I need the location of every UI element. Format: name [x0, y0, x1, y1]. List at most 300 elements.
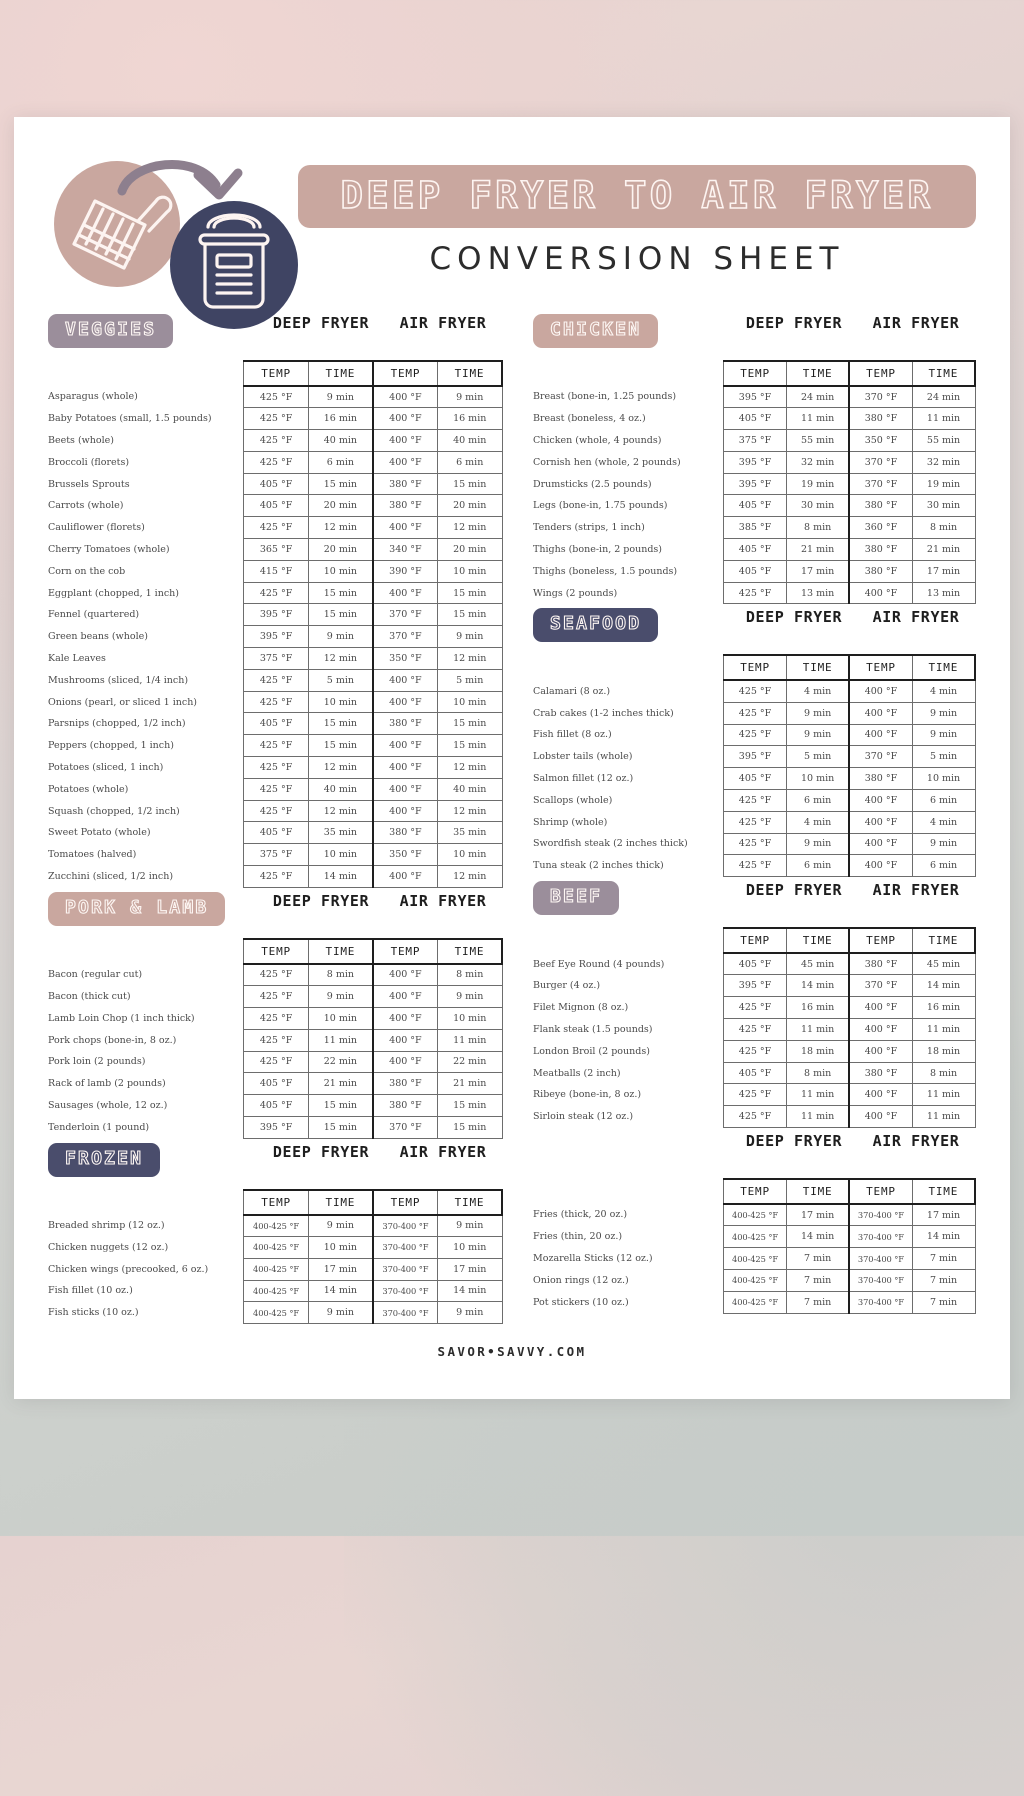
- table-row: [533, 582, 975, 604]
- cell-deep-fryer-temp: 375 °F: [244, 844, 309, 866]
- table-row: [533, 855, 975, 877]
- row-item-label: Cauliflower (florets): [48, 522, 145, 534]
- row-item-label: Breaded shrimp (12 oz.): [48, 1220, 165, 1232]
- cell-deep-fryer-time: 12 min: [308, 757, 373, 779]
- table-row: [48, 1258, 502, 1280]
- cell-deep-fryer-time: 22 min: [308, 1051, 373, 1073]
- cell-air-fryer-time: 35 min: [437, 822, 502, 844]
- section-header-seafood: [533, 608, 976, 654]
- cell-air-fryer-temp: 350 °F: [373, 648, 438, 670]
- cell-deep-fryer-temp: 425 °F: [724, 1019, 787, 1041]
- cell-deep-fryer-time: 9 min: [786, 833, 849, 855]
- cell-air-fryer-temp: 370-400 °F: [373, 1302, 438, 1324]
- cell-air-fryer-time: 11 min: [912, 1106, 975, 1128]
- table-veggies: [48, 360, 503, 888]
- table-row: [533, 1062, 975, 1084]
- air-fryer-icon: [200, 215, 268, 307]
- table-row: [48, 1095, 502, 1117]
- table-row: [533, 1269, 975, 1291]
- cell-deep-fryer-time: 30 min: [786, 495, 849, 517]
- cell-deep-fryer-time: 5 min: [308, 669, 373, 691]
- table-frozen: [48, 1189, 503, 1324]
- cell-air-fryer-temp: 370-400 °F: [849, 1248, 912, 1270]
- cell-deep-fryer-time: 6 min: [308, 451, 373, 473]
- section-header-chicken: [533, 314, 976, 360]
- table-row: [48, 539, 502, 561]
- table-row: [48, 451, 502, 473]
- row-item-label: Crab cakes (1-2 inches thick): [533, 707, 674, 719]
- row-item-label: Fish fillet (8 oz.): [533, 729, 612, 741]
- cell-air-fryer-time: 21 min: [437, 1073, 502, 1095]
- cell-air-fryer-time: 15 min: [437, 473, 502, 495]
- cell-air-fryer-time: 12 min: [437, 648, 502, 670]
- row-item-label: Fish sticks (10 oz.): [48, 1307, 139, 1319]
- cell-air-fryer-time: 24 min: [912, 386, 975, 408]
- cell-air-fryer-time: 13 min: [912, 582, 975, 604]
- row-item-label: Baby Potatoes (small, 1.5 pounds): [48, 413, 212, 425]
- cell-deep-fryer-time: 14 min: [308, 866, 373, 888]
- row-item-label: Fries (thin, 20 oz.): [533, 1231, 623, 1243]
- cell-deep-fryer-temp: 400-425 °F: [724, 1226, 787, 1248]
- cell-deep-fryer-time: 8 min: [786, 517, 849, 539]
- left-column: [48, 314, 503, 1328]
- cell-deep-fryer-temp: 425 °F: [244, 866, 309, 888]
- section-beef: [533, 881, 976, 1128]
- header-af-temp: TEMP: [849, 1179, 912, 1204]
- table-row: [48, 669, 502, 691]
- cell-air-fryer-temp: 400 °F: [849, 997, 912, 1019]
- group-label-air-fryer: AIR FRYER: [872, 314, 960, 332]
- cell-air-fryer-time: 8 min: [437, 964, 502, 986]
- cell-air-fryer-time: 40 min: [437, 430, 502, 452]
- header-df-temp: TEMP: [724, 361, 787, 386]
- header-df-time: TIME: [786, 928, 849, 953]
- cell-deep-fryer-time: 11 min: [786, 1084, 849, 1106]
- header-df-temp: TEMP: [244, 939, 309, 964]
- row-item-label: Corn on the cob: [48, 565, 126, 577]
- cell-air-fryer-temp: 370-400 °F: [373, 1280, 438, 1302]
- table-row: [48, 1215, 502, 1237]
- cell-air-fryer-time: 10 min: [437, 691, 502, 713]
- cell-air-fryer-temp: 380 °F: [373, 1073, 438, 1095]
- cell-air-fryer-temp: 400 °F: [373, 430, 438, 452]
- header-df-time: TIME: [786, 361, 849, 386]
- cell-air-fryer-temp: 400 °F: [373, 964, 438, 986]
- header-af-temp: TEMP: [373, 939, 438, 964]
- cell-deep-fryer-temp: 425 °F: [244, 800, 309, 822]
- header-df-time: TIME: [786, 655, 849, 680]
- row-item-label: Fries (thick, 20 oz.): [533, 1209, 628, 1221]
- group-label-deep-fryer: DEEP FRYER: [272, 891, 370, 910]
- cell-deep-fryer-time: 32 min: [786, 451, 849, 473]
- cell-air-fryer-temp: 400 °F: [849, 1106, 912, 1128]
- row-item-label: Cornish hen (whole, 2 pounds): [533, 456, 681, 468]
- header-af-time: TIME: [437, 1190, 502, 1215]
- table-row: [48, 582, 502, 604]
- cell-deep-fryer-temp: 395 °F: [244, 1116, 309, 1138]
- row-item-label: Beef Eye Round (4 pounds): [533, 958, 665, 970]
- row-item-label: Wings (2 pounds): [533, 587, 618, 599]
- cell-air-fryer-time: 10 min: [912, 768, 975, 790]
- cell-deep-fryer-temp: 395 °F: [244, 626, 309, 648]
- cell-deep-fryer-time: 9 min: [308, 386, 373, 408]
- cell-deep-fryer-temp: 425 °F: [244, 1029, 309, 1051]
- group-label-air-fryer: AIR FRYER: [872, 881, 960, 900]
- section-header-frozen-continued: [533, 1132, 976, 1178]
- table-row: [533, 1040, 975, 1062]
- row-item-label: Pot stickers (10 oz.): [533, 1296, 629, 1308]
- column-group-labels: [736, 608, 976, 626]
- row-item-label: Tomatoes (halved): [48, 849, 137, 861]
- cell-deep-fryer-time: 11 min: [786, 1019, 849, 1041]
- cell-deep-fryer-time: 16 min: [308, 408, 373, 430]
- row-item-label: Onion rings (12 oz.): [533, 1274, 629, 1286]
- cell-deep-fryer-temp: 425 °F: [244, 986, 309, 1008]
- group-label-deep-fryer: DEEP FRYER: [745, 314, 843, 332]
- cell-deep-fryer-temp: 405 °F: [244, 495, 309, 517]
- row-item-label: Carrots (whole): [48, 500, 124, 512]
- cell-deep-fryer-time: 9 min: [308, 1302, 373, 1324]
- cell-air-fryer-temp: 370-400 °F: [373, 1237, 438, 1259]
- cell-deep-fryer-time: 45 min: [786, 953, 849, 975]
- cell-deep-fryer-temp: 405 °F: [724, 560, 787, 582]
- cell-deep-fryer-temp: 425 °F: [724, 855, 787, 877]
- section-header-frozen: [48, 1143, 503, 1189]
- row-item-label: Green beans (whole): [48, 631, 148, 643]
- header-spacer: [533, 1179, 724, 1204]
- table-frozen-continued: [533, 1178, 976, 1313]
- section-frozen: [48, 1143, 503, 1324]
- cell-deep-fryer-temp: 385 °F: [724, 517, 787, 539]
- cell-deep-fryer-temp: 400-425 °F: [244, 1280, 309, 1302]
- table-row: [48, 495, 502, 517]
- section-badge-pork-lamb: PORK & LAMB: [48, 892, 225, 926]
- table-row: [48, 1116, 502, 1138]
- cell-air-fryer-temp: 380 °F: [849, 953, 912, 975]
- row-item-label: Lamb Loin Chop (1 inch thick): [48, 1012, 195, 1024]
- row-item-label: Kale Leaves: [48, 652, 106, 664]
- cell-air-fryer-temp: 400 °F: [373, 451, 438, 473]
- cell-deep-fryer-temp: 425 °F: [724, 833, 787, 855]
- cell-air-fryer-time: 7 min: [912, 1269, 975, 1291]
- footer-site: SAVOR•SAVVY.COM: [437, 1344, 587, 1360]
- cell-air-fryer-temp: 400 °F: [849, 1084, 912, 1106]
- column-group-labels: [736, 881, 976, 899]
- table-row: [48, 757, 502, 779]
- right-column: [533, 314, 976, 1328]
- header-spacer: [48, 361, 244, 386]
- cell-air-fryer-temp: 380 °F: [849, 408, 912, 430]
- table-header-row: [533, 655, 975, 680]
- cell-deep-fryer-time: 19 min: [786, 473, 849, 495]
- cell-deep-fryer-temp: 395 °F: [724, 746, 787, 768]
- cell-deep-fryer-temp: 425 °F: [244, 757, 309, 779]
- cell-air-fryer-temp: 350 °F: [849, 430, 912, 452]
- section-chicken: [533, 314, 976, 604]
- table-row: [533, 702, 975, 724]
- row-item-label: Legs (bone-in, 1.75 pounds): [533, 500, 668, 512]
- table-row: [533, 430, 975, 452]
- cell-deep-fryer-time: 14 min: [786, 975, 849, 997]
- cell-air-fryer-temp: 400 °F: [373, 735, 438, 757]
- column-group-labels: [736, 1132, 976, 1150]
- cell-deep-fryer-temp: 405 °F: [724, 495, 787, 517]
- table-row: [48, 517, 502, 539]
- row-item-label: Tenders (strips, 1 inch): [533, 522, 645, 534]
- cell-deep-fryer-time: 13 min: [786, 582, 849, 604]
- table-row: [48, 1073, 502, 1095]
- cell-air-fryer-time: 45 min: [912, 953, 975, 975]
- section-header-veggies: [48, 314, 503, 360]
- cell-air-fryer-time: 9 min: [437, 386, 502, 408]
- group-label-deep-fryer: DEEP FRYER: [745, 881, 843, 900]
- row-item-label: Zucchini (sliced, 1/2 inch): [48, 870, 174, 882]
- header-af-time: TIME: [912, 361, 975, 386]
- cell-deep-fryer-temp: 405 °F: [244, 1095, 309, 1117]
- cell-deep-fryer-temp: 425 °F: [724, 789, 787, 811]
- table-row: [533, 473, 975, 495]
- cell-deep-fryer-time: 40 min: [308, 778, 373, 800]
- cell-deep-fryer-temp: 395 °F: [724, 451, 787, 473]
- cell-deep-fryer-time: 17 min: [308, 1258, 373, 1280]
- cell-deep-fryer-temp: 425 °F: [244, 451, 309, 473]
- cell-deep-fryer-temp: 400-425 °F: [244, 1237, 309, 1259]
- cell-air-fryer-time: 9 min: [437, 986, 502, 1008]
- cell-air-fryer-time: 5 min: [437, 669, 502, 691]
- cell-deep-fryer-time: 6 min: [786, 855, 849, 877]
- cell-deep-fryer-time: 15 min: [308, 473, 373, 495]
- cell-air-fryer-time: 11 min: [912, 1084, 975, 1106]
- row-item-label: Parsnips (chopped, 1/2 inch): [48, 718, 186, 730]
- table-row: [533, 997, 975, 1019]
- cell-deep-fryer-temp: 405 °F: [244, 822, 309, 844]
- cell-air-fryer-time: 9 min: [912, 724, 975, 746]
- logo: [48, 139, 298, 314]
- table-row: [533, 560, 975, 582]
- cell-air-fryer-time: 11 min: [912, 408, 975, 430]
- cell-air-fryer-time: 30 min: [912, 495, 975, 517]
- row-item-label: Potatoes (whole): [48, 783, 129, 795]
- cell-air-fryer-temp: 400 °F: [373, 1051, 438, 1073]
- cell-deep-fryer-time: 7 min: [786, 1291, 849, 1313]
- header-df-temp: TEMP: [244, 361, 309, 386]
- table-row: [533, 680, 975, 702]
- cell-deep-fryer-temp: 375 °F: [244, 648, 309, 670]
- row-item-label: Eggplant (chopped, 1 inch): [48, 587, 179, 599]
- group-label-deep-fryer: DEEP FRYER: [745, 1132, 843, 1151]
- row-item-label: Lobster tails (whole): [533, 751, 633, 763]
- sections-grid: [48, 314, 976, 1328]
- cell-deep-fryer-time: 9 min: [786, 702, 849, 724]
- header-df-time: TIME: [308, 1190, 373, 1215]
- header-df-temp: TEMP: [724, 655, 787, 680]
- cell-air-fryer-temp: 370 °F: [849, 975, 912, 997]
- cell-deep-fryer-time: 4 min: [786, 811, 849, 833]
- cell-deep-fryer-time: 40 min: [308, 430, 373, 452]
- header-df-time: TIME: [308, 939, 373, 964]
- cell-deep-fryer-temp: 400-425 °F: [244, 1302, 309, 1324]
- section-veggies: [48, 314, 503, 888]
- cell-deep-fryer-time: 16 min: [786, 997, 849, 1019]
- row-item-label: Asparagus (whole): [48, 391, 138, 403]
- cell-deep-fryer-temp: 425 °F: [724, 582, 787, 604]
- table-row: [48, 986, 502, 1008]
- cell-air-fryer-temp: 370-400 °F: [373, 1215, 438, 1237]
- cell-air-fryer-time: 12 min: [437, 517, 502, 539]
- cell-air-fryer-temp: 400 °F: [849, 724, 912, 746]
- cell-air-fryer-time: 18 min: [912, 1040, 975, 1062]
- row-item-label: Brussels Sprouts: [48, 478, 130, 490]
- table-row: [533, 1226, 975, 1248]
- table-row: [48, 1302, 502, 1324]
- cell-air-fryer-temp: 400 °F: [373, 1029, 438, 1051]
- table-row: [533, 833, 975, 855]
- cell-air-fryer-temp: 370-400 °F: [849, 1291, 912, 1313]
- cell-deep-fryer-temp: 425 °F: [724, 997, 787, 1019]
- cell-air-fryer-time: 55 min: [912, 430, 975, 452]
- table-header-row: [533, 1179, 975, 1204]
- row-item-label: Sirloin steak (12 oz.): [533, 1111, 634, 1123]
- title-bar: [298, 165, 976, 228]
- cell-deep-fryer-time: 10 min: [308, 1237, 373, 1259]
- row-item-label: Pork loin (2 pounds): [48, 1056, 146, 1068]
- cell-air-fryer-time: 14 min: [912, 975, 975, 997]
- header-af-time: TIME: [912, 655, 975, 680]
- cell-air-fryer-temp: 400 °F: [373, 691, 438, 713]
- cell-air-fryer-time: 10 min: [437, 844, 502, 866]
- cell-air-fryer-temp: 400 °F: [373, 517, 438, 539]
- cell-deep-fryer-time: 11 min: [786, 1106, 849, 1128]
- row-item-label: Potatoes (sliced, 1 inch): [48, 761, 164, 773]
- cell-deep-fryer-temp: 365 °F: [244, 539, 309, 561]
- row-item-label: Scallops (whole): [533, 794, 613, 806]
- cell-air-fryer-temp: 400 °F: [373, 669, 438, 691]
- cell-deep-fryer-time: 15 min: [308, 1095, 373, 1117]
- group-label-deep-fryer: DEEP FRYER: [745, 608, 843, 627]
- row-item-label: Bacon (thick cut): [48, 991, 131, 1003]
- cell-air-fryer-temp: 400 °F: [849, 789, 912, 811]
- cell-deep-fryer-temp: 425 °F: [244, 735, 309, 757]
- cell-air-fryer-temp: 380 °F: [373, 495, 438, 517]
- cell-deep-fryer-time: 10 min: [308, 691, 373, 713]
- fryer-basket-icon: [74, 197, 171, 268]
- row-item-label: Thighs (bone-in, 2 pounds): [533, 543, 663, 555]
- cell-deep-fryer-time: 9 min: [308, 626, 373, 648]
- table-row: [48, 844, 502, 866]
- cell-deep-fryer-time: 10 min: [308, 560, 373, 582]
- cell-deep-fryer-time: 15 min: [308, 713, 373, 735]
- cell-air-fryer-time: 9 min: [437, 626, 502, 648]
- cell-air-fryer-temp: 370 °F: [373, 1116, 438, 1138]
- cell-deep-fryer-temp: 425 °F: [244, 582, 309, 604]
- cell-air-fryer-temp: 400 °F: [373, 757, 438, 779]
- column-group-labels: [736, 314, 976, 332]
- table-row: [533, 1291, 975, 1313]
- cell-air-fryer-time: 15 min: [437, 582, 502, 604]
- cell-air-fryer-time: 15 min: [437, 604, 502, 626]
- cell-air-fryer-time: 8 min: [912, 1062, 975, 1084]
- cell-deep-fryer-temp: 405 °F: [724, 768, 787, 790]
- cell-air-fryer-time: 5 min: [912, 746, 975, 768]
- row-item-label: Broccoli (florets): [48, 456, 130, 468]
- cell-air-fryer-temp: 400 °F: [373, 386, 438, 408]
- cell-air-fryer-temp: 370 °F: [373, 626, 438, 648]
- cell-air-fryer-time: 15 min: [437, 713, 502, 735]
- table-row: [533, 724, 975, 746]
- section-badge-veggies: VEGGIES: [48, 314, 173, 348]
- section-seafood: [533, 608, 976, 877]
- cell-air-fryer-temp: 400 °F: [373, 1007, 438, 1029]
- row-item-label: Chicken nuggets (12 oz.): [48, 1241, 169, 1253]
- cell-air-fryer-time: 15 min: [437, 1116, 502, 1138]
- cell-air-fryer-temp: 400 °F: [373, 582, 438, 604]
- cell-air-fryer-time: 32 min: [912, 451, 975, 473]
- cell-deep-fryer-temp: 395 °F: [724, 386, 787, 408]
- cell-air-fryer-temp: 400 °F: [849, 680, 912, 702]
- cell-deep-fryer-temp: 425 °F: [244, 1051, 309, 1073]
- cell-deep-fryer-time: 4 min: [786, 680, 849, 702]
- table-beef: [533, 927, 976, 1128]
- table-row: [48, 800, 502, 822]
- cell-air-fryer-time: 15 min: [437, 1095, 502, 1117]
- cell-deep-fryer-time: 55 min: [786, 430, 849, 452]
- cell-air-fryer-temp: 400 °F: [373, 800, 438, 822]
- row-item-label: Calamari (8 oz.): [533, 685, 611, 697]
- row-item-label: Filet Mignon (8 oz.): [533, 1002, 629, 1014]
- section-pork-lamb: [48, 892, 503, 1139]
- table-row: [533, 789, 975, 811]
- table-row: [533, 811, 975, 833]
- cell-deep-fryer-temp: 400-425 °F: [244, 1258, 309, 1280]
- cell-deep-fryer-temp: 400-425 °F: [724, 1204, 787, 1226]
- table-header-row: [533, 361, 975, 386]
- table-header-row: [48, 1190, 502, 1215]
- table-row: [48, 430, 502, 452]
- table-row: [48, 1029, 502, 1051]
- table-row: [48, 648, 502, 670]
- cell-deep-fryer-temp: 425 °F: [244, 430, 309, 452]
- cell-deep-fryer-time: 10 min: [786, 768, 849, 790]
- cell-air-fryer-temp: 370-400 °F: [849, 1204, 912, 1226]
- table-row: [48, 408, 502, 430]
- row-item-label: Chicken (whole, 4 pounds): [533, 434, 662, 446]
- cell-air-fryer-temp: 400 °F: [849, 833, 912, 855]
- cell-deep-fryer-temp: 375 °F: [724, 430, 787, 452]
- cell-deep-fryer-time: 17 min: [786, 560, 849, 582]
- header-spacer: [533, 655, 724, 680]
- logo-graphics: [48, 139, 298, 314]
- cell-air-fryer-temp: 370-400 °F: [849, 1269, 912, 1291]
- table-row: [533, 386, 975, 408]
- cell-deep-fryer-time: 15 min: [308, 735, 373, 757]
- cell-air-fryer-temp: 360 °F: [849, 517, 912, 539]
- cell-deep-fryer-temp: 425 °F: [724, 1040, 787, 1062]
- cell-deep-fryer-time: 10 min: [308, 1007, 373, 1029]
- table-row: [533, 1248, 975, 1270]
- cell-deep-fryer-temp: 425 °F: [724, 702, 787, 724]
- group-label-air-fryer: AIR FRYER: [399, 891, 487, 910]
- cell-deep-fryer-temp: 425 °F: [244, 517, 309, 539]
- cell-deep-fryer-temp: 425 °F: [244, 691, 309, 713]
- cell-air-fryer-time: 9 min: [437, 1302, 502, 1324]
- cell-deep-fryer-time: 14 min: [786, 1226, 849, 1248]
- cell-air-fryer-time: 12 min: [437, 757, 502, 779]
- column-group-labels: [263, 314, 503, 332]
- cell-air-fryer-time: 17 min: [912, 1204, 975, 1226]
- cell-air-fryer-time: 17 min: [437, 1258, 502, 1280]
- table-header-row: [48, 939, 502, 964]
- cell-air-fryer-time: 12 min: [437, 866, 502, 888]
